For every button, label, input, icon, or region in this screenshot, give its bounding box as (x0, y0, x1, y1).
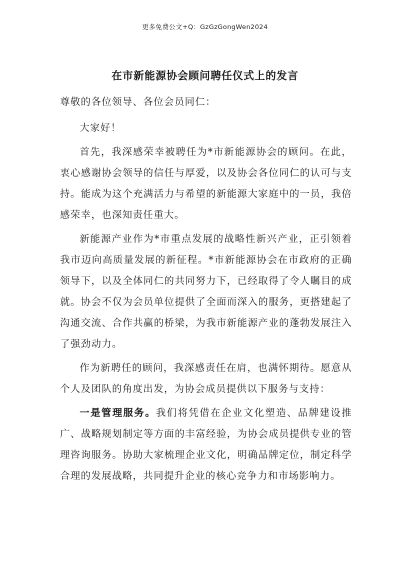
document-body (60, 92, 352, 490)
point-1-text: 我们将凭借在企业文化塑造、品牌建设推广、战略规划制定等方面的丰富经验，为协会成员提供专业的管理咨询服务。协助大家梳理企业文化，明确品牌定位，制定科学合理的发展战略，共同提升企业的核心竞争力和市场影响力。 (60, 408, 352, 482)
paragraph-3: 作为新聘任的顾问，我深感责任在肩，也满怀期待。愿意从个人及团队的角度出发，为协会成员提供以下服务与支持： (60, 363, 352, 395)
paragraph-point-1 (60, 403, 352, 487)
paragraph-1: 首先，我深感荣幸被聘任为*市新能源协会的顾问。在此，衷心感谢协会领导的信任与厚爱，以及协会各位同仁的认可与支持。能成为这个充满活力与希望的新能源大家庭中的一员，我倍感荣幸，也深知责任重大。 (60, 147, 352, 221)
point-1-lead: 一是管理服务。 (79, 408, 157, 419)
greeting: 大家好！ (79, 123, 122, 134)
paragraph-2: 新能源产业作为*市重点发展的战略性新兴产业，正引领着我市迈向高质量发展的新征程。*市新能源协会在市政府的正确领导下，以及全体同仁的共同努力下，已经取得了令人瞩目的成就。协会不仅为会员单位提供了全面而深入的服务，更搭建起了沟通交流、合作共赢的桥梁，为我市新能源产业的蓬勃发展注入了强劲动力。 (60, 234, 352, 350)
salutation: 尊敬的各位领导、各位会员同仁： (60, 97, 216, 108)
page-title: 在市新能源协会顾问聘任仪式上的发言 (111, 70, 299, 82)
header-note: 更多免费公文+Q：GzGzGongWen2024 (142, 23, 268, 31)
